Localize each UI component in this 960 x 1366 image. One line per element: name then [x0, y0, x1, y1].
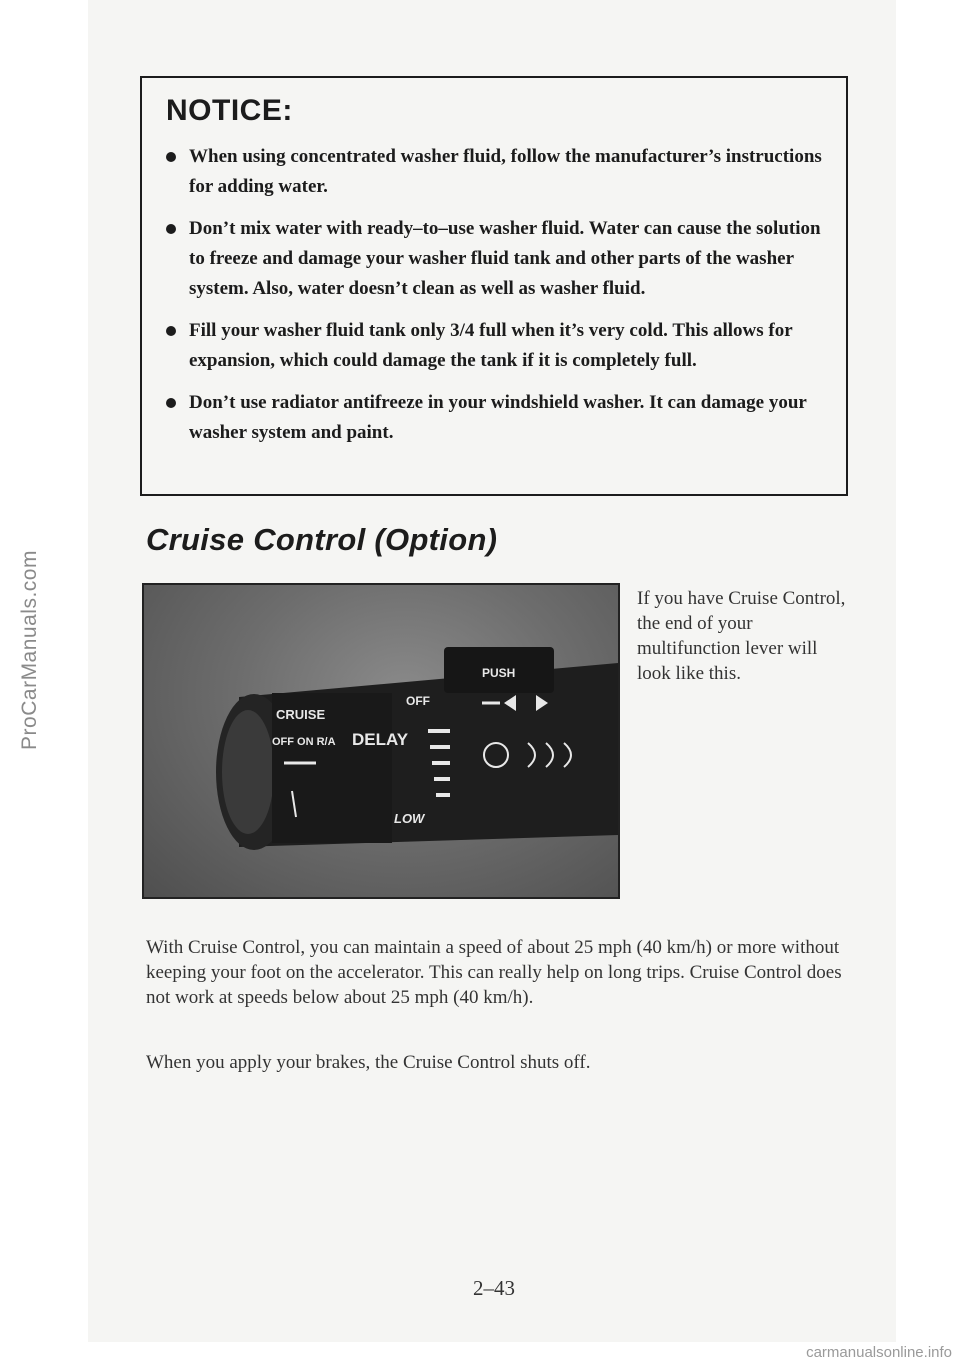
notice-item-text: Fill your washer fluid tank only 3/4 full when it’s very cold. This allows for expansion, which could damage the tank if it is completely full.: [189, 320, 793, 371]
notice-list: [166, 142, 826, 448]
lever-illustration: [144, 585, 618, 897]
notice-item: [166, 214, 826, 304]
speed-bar: [432, 761, 450, 765]
speed-bar: [428, 729, 450, 733]
body-paragraph-2: When you apply your brakes, the Cruise Control shuts off.: [146, 1052, 591, 1073]
off-on-ra-label: OFF ON R/A: [272, 736, 336, 748]
notice-item: [166, 316, 826, 376]
lever-end-highlight: [222, 710, 274, 834]
off-label: OFF: [406, 694, 430, 708]
side-watermark-text: ProCarManuals.com: [18, 550, 41, 750]
notice-box: [140, 76, 848, 496]
footer-watermark: carmanualsonline.info: [806, 1344, 952, 1361]
notice-title: NOTICE:: [166, 94, 293, 127]
body-paragraph-1: With Cruise Control, you can maintain a speed of about 25 mph (40 km/h) or more without keeping your foot on the accelerator. This can really help on long trips. Cruise Control does not work at speeds below about 25 mph (40 km/h).: [146, 937, 842, 1008]
notice-item: [166, 142, 826, 202]
speed-bar: [436, 793, 450, 797]
bullet-icon: [166, 224, 176, 234]
notice-item-text: Don’t use radiator antifreeze in your windshield washer. It can damage your washer system and paint.: [189, 392, 807, 443]
bullet-icon: [166, 398, 176, 408]
low-label: LOW: [394, 811, 425, 826]
page-number: 2–43: [473, 1276, 515, 1300]
section-heading: Cruise Control (Option): [146, 522, 498, 557]
side-watermark: [2, 410, 58, 890]
notice-item-text: Don’t mix water with ready–to–use washer fluid. Water can cause the solution to freeze and damage your washer fluid tank and other parts of the washer system. Also, water doesn’t clean as well as washer fluid.: [189, 218, 821, 299]
bullet-icon: [166, 152, 176, 162]
push-label: PUSH: [482, 666, 516, 680]
notice-item: [166, 388, 826, 448]
multifunction-lever-photo: [142, 583, 620, 899]
bullet-icon: [166, 326, 176, 336]
speed-bar: [430, 745, 450, 749]
delay-label: DELAY: [352, 730, 409, 749]
speed-bar: [434, 777, 450, 781]
cruise-label: CRUISE: [276, 707, 326, 722]
notice-item-text: When using concentrated washer fluid, follow the manufacturer’s instructions for adding water.: [189, 146, 822, 197]
side-caption: If you have Cruise Control, the end of your multifunction lever will look like this.: [637, 588, 846, 684]
